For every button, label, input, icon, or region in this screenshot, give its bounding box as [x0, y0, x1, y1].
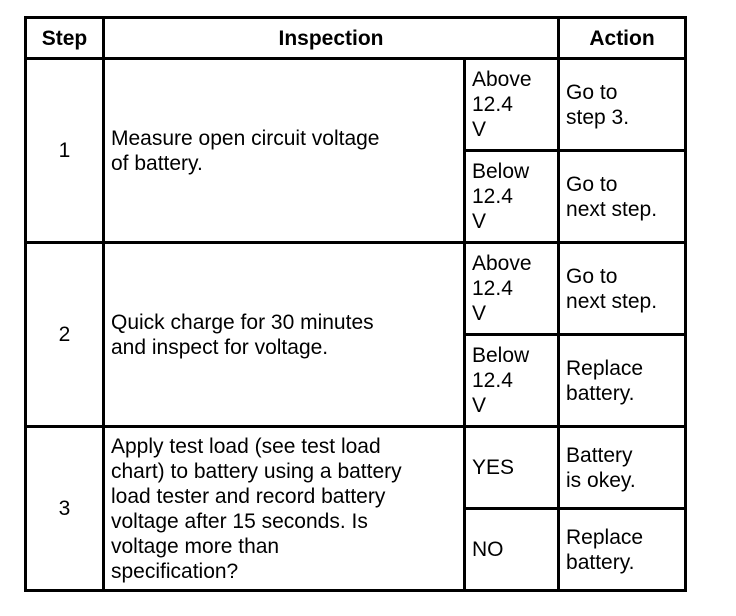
action-line: Replace: [566, 356, 644, 380]
action-cell: [559, 427, 686, 509]
step-number: 1: [26, 59, 104, 243]
condition-line: V: [472, 210, 487, 233]
table-row: [26, 59, 686, 151]
inspection-line: specification?: [111, 559, 239, 583]
inspection-line: voltage after 15 seconds. Is: [111, 509, 368, 533]
inspection-line: chart) to battery using a battery: [111, 459, 402, 483]
condition-cell: [465, 59, 559, 151]
inspection-line: load tester and record battery: [111, 484, 386, 508]
condition-cell: [465, 335, 559, 427]
condition-line: Below: [472, 160, 530, 183]
table-row: [26, 243, 686, 335]
condition-line: 12.4: [472, 185, 513, 208]
step-number: 3: [26, 427, 104, 591]
condition-line: V: [472, 394, 487, 417]
action-line: battery.: [566, 550, 635, 574]
condition-line: Above: [472, 68, 532, 91]
condition-line: 12.4: [472, 93, 513, 116]
condition-line: NO: [472, 538, 504, 561]
action-line: next step.: [566, 197, 658, 221]
header-inspection: Inspection: [104, 18, 559, 59]
action-cell: [559, 151, 686, 243]
header-action: Action: [559, 18, 686, 59]
condition-line: 12.4: [472, 369, 513, 392]
inspection-text: [104, 243, 465, 427]
inspection-text: [104, 427, 465, 591]
action-line: Go to: [566, 80, 618, 104]
inspection-table: [24, 16, 687, 592]
condition-cell: [465, 243, 559, 335]
inspection-text: [104, 59, 465, 243]
inspection-line: and inspect for voltage.: [111, 335, 329, 359]
inspection-line: Quick charge for 30 minutes: [111, 310, 374, 334]
inspection-line: Apply test load (see test load: [111, 434, 381, 458]
action-line: Go to: [566, 172, 618, 196]
action-cell: [559, 509, 686, 591]
action-line: Replace: [566, 525, 644, 549]
condition-line: Below: [472, 344, 530, 367]
step-number: 2: [26, 243, 104, 427]
condition-line: Above: [472, 252, 532, 275]
action-cell: [559, 59, 686, 151]
condition-line: YES: [472, 456, 515, 479]
condition-line: 12.4: [472, 277, 513, 300]
header-row: [26, 18, 686, 59]
inspection-line: Measure open circuit voltage: [111, 126, 380, 150]
condition-line: V: [472, 118, 487, 141]
condition-line: V: [472, 302, 487, 325]
action-line: battery.: [566, 381, 635, 405]
action-line: Battery: [566, 443, 633, 467]
inspection-line: of battery.: [111, 151, 203, 175]
condition-cell: [465, 509, 559, 591]
action-line: next step.: [566, 289, 658, 313]
table-row: [26, 427, 686, 509]
action-line: is okey.: [566, 468, 636, 492]
action-line: step 3.: [566, 105, 630, 129]
condition-cell: [465, 151, 559, 243]
action-cell: [559, 335, 686, 427]
inspection-line: voltage more than: [111, 534, 280, 558]
action-cell: [559, 243, 686, 335]
action-line: Go to: [566, 264, 618, 288]
header-step: Step: [26, 18, 104, 59]
condition-cell: [465, 427, 559, 509]
